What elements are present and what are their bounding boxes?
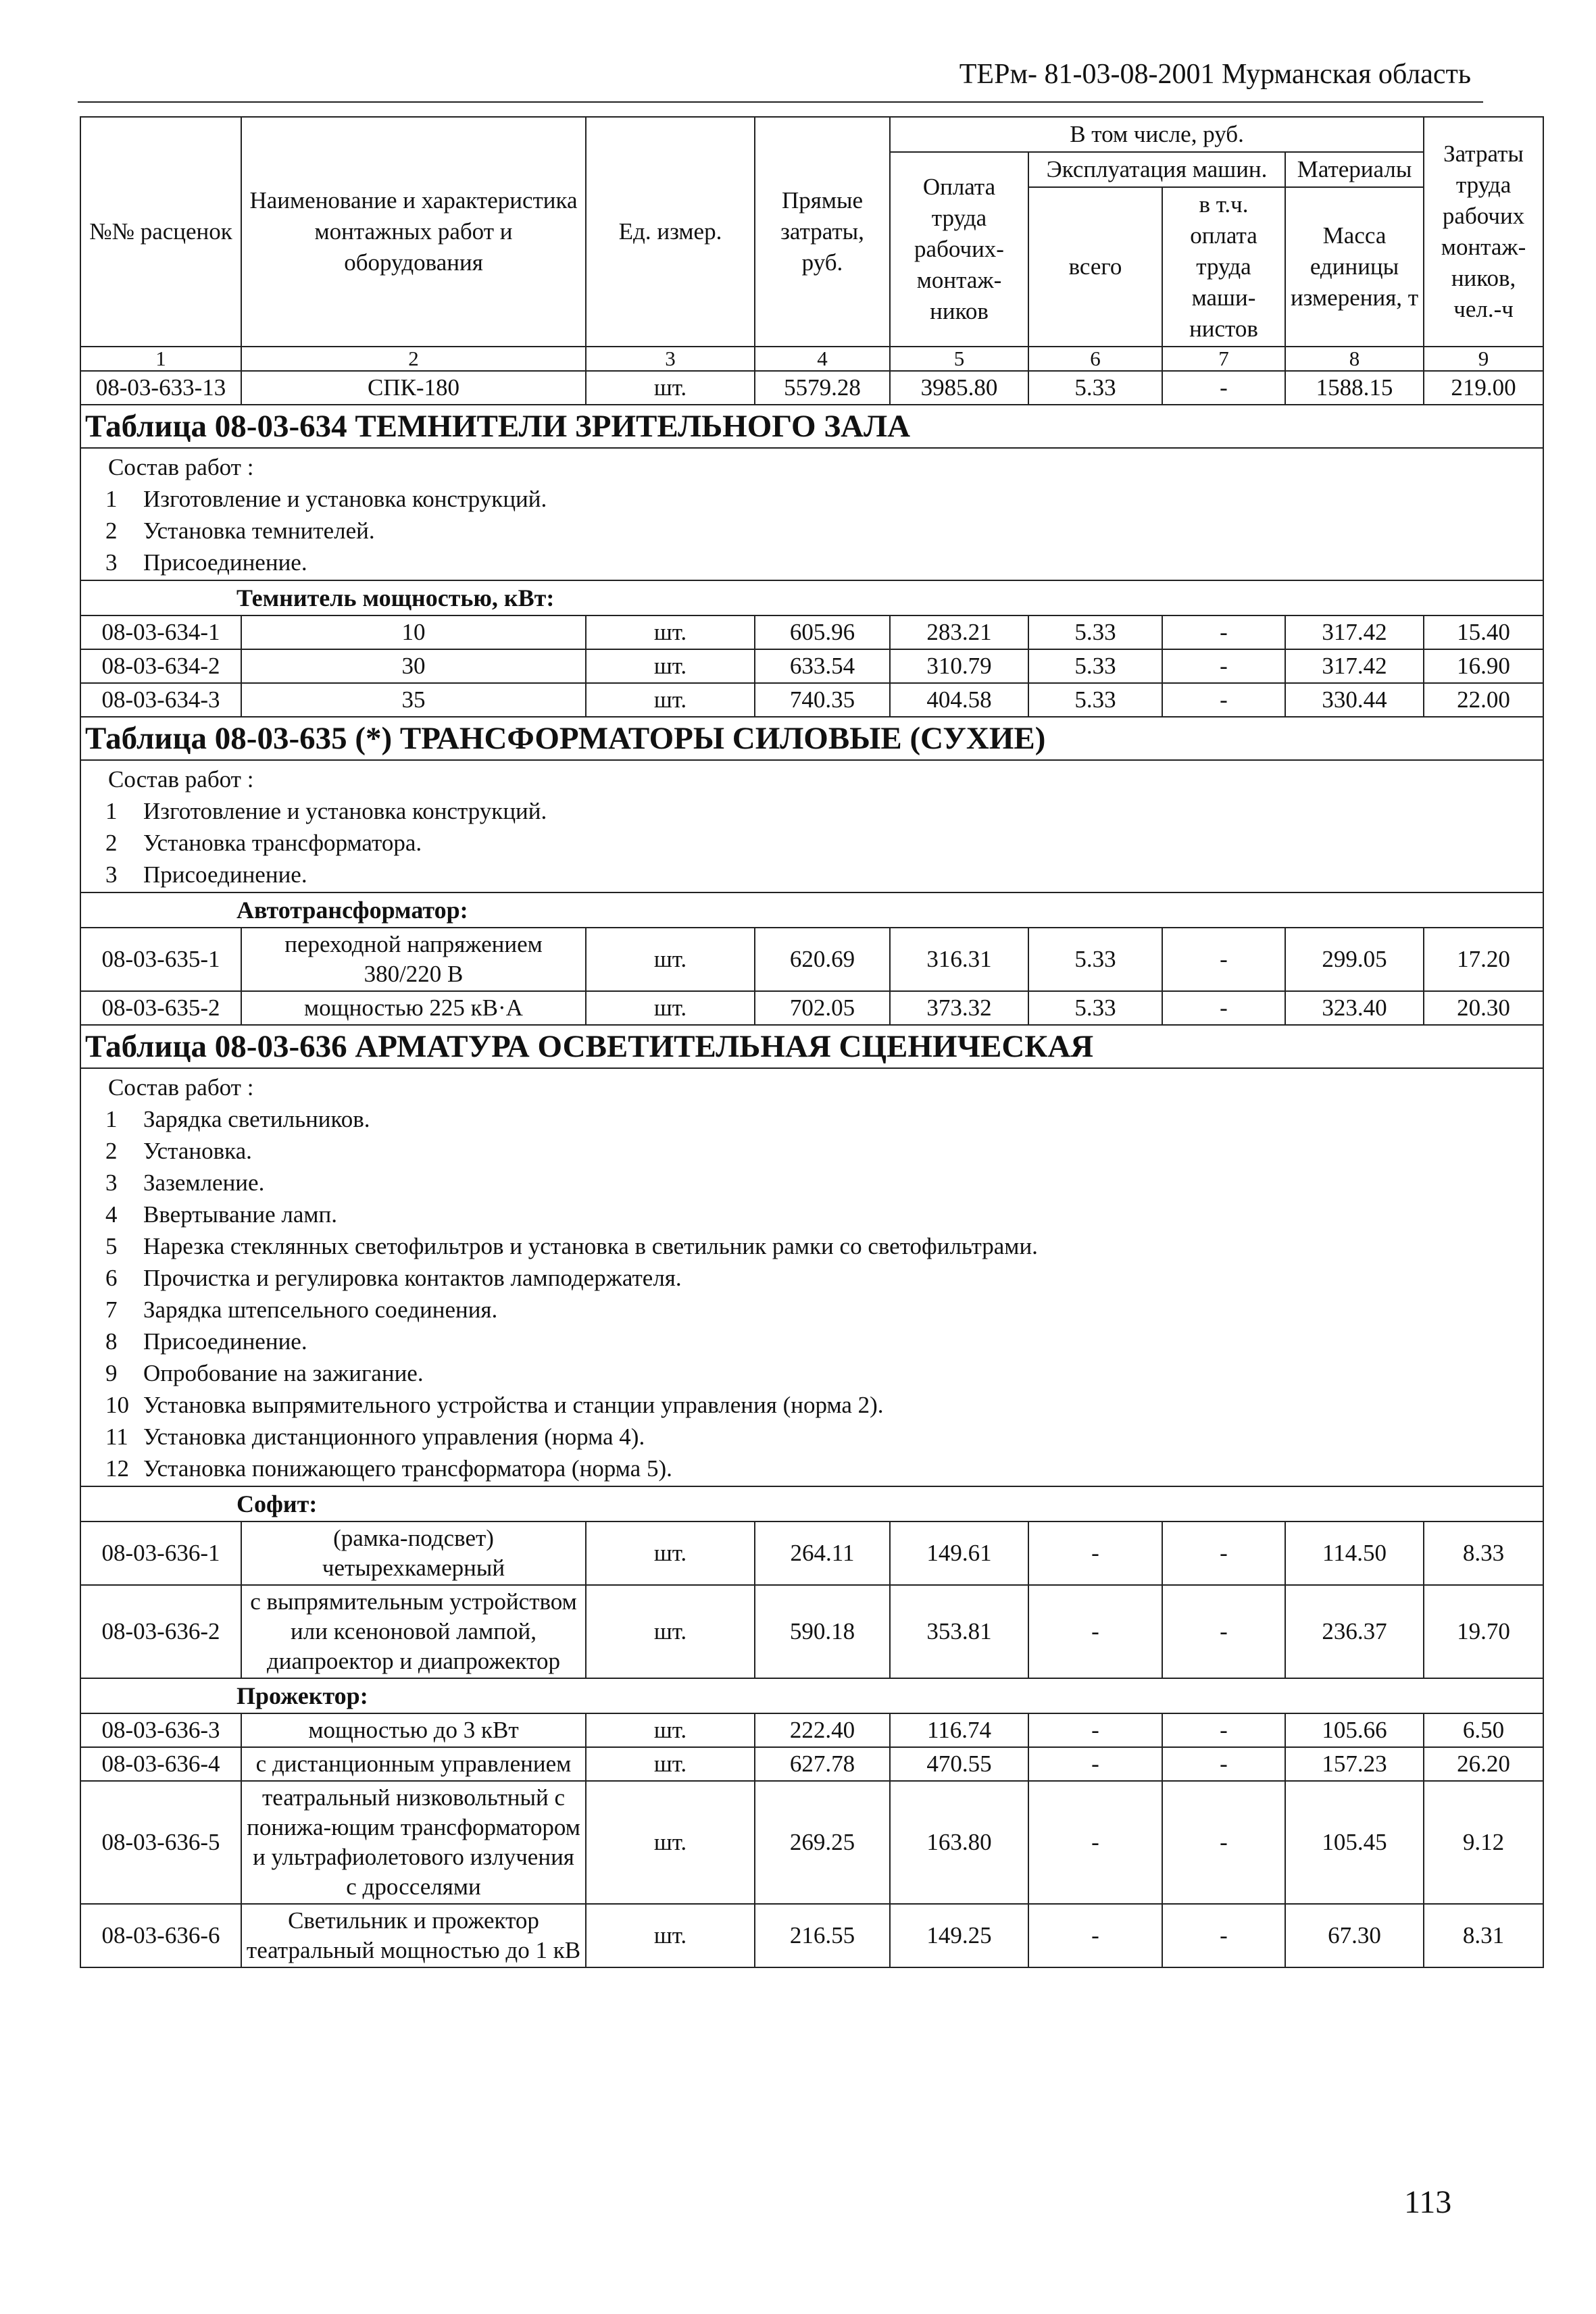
rate-code: 08-03-636-2 (80, 1585, 241, 1678)
rate-materials: 105.66 (1285, 1713, 1424, 1747)
work-item-text: Присоединение. (143, 861, 307, 888)
rate-machines-total: 5.33 (1028, 991, 1162, 1025)
rate-labor-pay: 149.61 (890, 1521, 1028, 1585)
rate-direct-cost: 222.40 (755, 1713, 890, 1747)
table-title: Таблица 08-03-634 ТЕМНИТЕЛИ ЗРИТЕЛЬНОГО ЗАЛА (80, 405, 1543, 448)
rate-labor-pay: 373.32 (890, 991, 1028, 1025)
table-title-row (80, 717, 1543, 760)
rate-labor-hours: 19.70 (1424, 1585, 1543, 1678)
header-row-1 (80, 117, 1543, 152)
work-item-number: 11 (105, 1424, 128, 1450)
rate-code: 08-03-636-5 (80, 1781, 241, 1904)
work-item (85, 1135, 1539, 1167)
work-composition (80, 760, 1543, 892)
work-item (85, 859, 1539, 890)
table-row (80, 1585, 1543, 1678)
rate-name: 30 (241, 649, 586, 683)
work-item-text: Установка. (143, 1138, 252, 1164)
rate-name: театральный низковольтный с понижа-ющим трансформатором и ультрафиолетового излучения с дросселями (241, 1781, 586, 1904)
table-row (80, 1781, 1543, 1904)
work-item-number: 5 (105, 1233, 118, 1259)
rate-unit: шт. (586, 1585, 755, 1678)
rate-machines-total: - (1028, 1747, 1162, 1781)
work-item (85, 1294, 1539, 1326)
work-composition-label: Состав работ : (108, 454, 254, 480)
work-item-number: 10 (105, 1392, 129, 1418)
work-composition-label: Состав работ : (108, 1074, 254, 1101)
work-item (85, 547, 1539, 578)
work-item (85, 1167, 1539, 1199)
work-item-text: Установка трансформатора. (143, 830, 422, 856)
col-machines-labor-header: в т.ч. оплата труда маши-нистов (1162, 187, 1285, 347)
rate-materials: 323.40 (1285, 991, 1424, 1025)
work-item (85, 1326, 1539, 1357)
work-item-number: 7 (105, 1297, 118, 1323)
rate-machines-total: - (1028, 1904, 1162, 1967)
rate-labor-pay: 316.31 (890, 928, 1028, 991)
rate-name: мощностью 225 кВ·А (241, 991, 586, 1025)
rate-unit: шт. (586, 1747, 755, 1781)
rate-direct-cost: 620.69 (755, 928, 890, 991)
rate-name: (рамка-подсвет) четырехкамерный (241, 1521, 586, 1585)
rate-unit: шт. (586, 1713, 755, 1747)
work-composition-row (80, 1068, 1543, 1486)
column-number: 7 (1162, 347, 1285, 371)
rate-unit: шт. (586, 683, 755, 717)
work-item (85, 1230, 1539, 1262)
rate-labor-hours: 26.20 (1424, 1747, 1543, 1781)
rate-materials: 330.44 (1285, 683, 1424, 717)
rate-machines-total: 5.33 (1028, 683, 1162, 717)
rate-unit: шт. (586, 1904, 755, 1967)
rate-name: 10 (241, 615, 586, 649)
rate-machines-total: - (1028, 1521, 1162, 1585)
work-item (85, 1453, 1539, 1484)
work-item-number: 2 (105, 830, 118, 856)
rate-labor-hours: 219.00 (1424, 371, 1543, 405)
rate-unit: шт. (586, 649, 755, 683)
rate-direct-cost: 264.11 (755, 1521, 890, 1585)
rate-labor-pay: 404.58 (890, 683, 1028, 717)
rate-machines-labor: - (1162, 371, 1285, 405)
rate-code: 08-03-634-1 (80, 615, 241, 649)
table-row (80, 991, 1543, 1025)
rate-labor-pay: 3985.80 (890, 371, 1028, 405)
work-composition (80, 1068, 1543, 1486)
group-header-row (80, 892, 1543, 928)
work-item-number: 2 (105, 1138, 118, 1164)
col-including-header: В том числе, руб. (890, 117, 1424, 152)
rate-name: Светильник и прожектор театральный мощностью до 1 кВ (241, 1904, 586, 1967)
price-table (80, 116, 1544, 1968)
table-row (80, 1747, 1543, 1781)
work-item (85, 827, 1539, 859)
work-item-text: Прочистка и регулировка контактов ламподержателя. (143, 1265, 682, 1291)
rate-labor-hours: 9.12 (1424, 1781, 1543, 1904)
rate-direct-cost: 216.55 (755, 1904, 890, 1967)
rate-labor-hours: 22.00 (1424, 683, 1543, 717)
col-direct-header: Прямые затраты, руб. (755, 117, 890, 347)
table-row (80, 649, 1543, 683)
group-header: Автотрансформатор: (80, 892, 1543, 928)
work-item-text: Присоединение. (143, 549, 307, 576)
col-code-header: №№ расценок (80, 117, 241, 347)
group-header: Софит: (80, 1486, 1543, 1521)
table-title: Таблица 08-03-636 АРМАТУРА ОСВЕТИТЕЛЬНАЯ СЦЕНИЧЕСКАЯ (80, 1025, 1543, 1068)
rate-direct-cost: 633.54 (755, 649, 890, 683)
work-item-number: 1 (105, 798, 118, 824)
table-row (80, 1904, 1543, 1967)
work-item (85, 1421, 1539, 1453)
rate-labor-pay: 149.25 (890, 1904, 1028, 1967)
rate-machines-labor: - (1162, 1747, 1285, 1781)
rate-unit: шт. (586, 991, 755, 1025)
rate-labor-hours: 17.20 (1424, 928, 1543, 991)
rate-direct-cost: 590.18 (755, 1585, 890, 1678)
rate-labor-hours: 16.90 (1424, 649, 1543, 683)
page-header (78, 53, 1483, 103)
group-header: Темнитель мощностью, кВт: (80, 580, 1543, 615)
rate-machines-labor: - (1162, 1781, 1285, 1904)
work-item-text: Зарядка штепсельного соединения. (143, 1297, 498, 1323)
rate-machines-total: 5.33 (1028, 615, 1162, 649)
work-item (85, 483, 1539, 515)
rate-unit: шт. (586, 1781, 755, 1904)
rate-labor-pay: 310.79 (890, 649, 1028, 683)
column-number: 9 (1424, 347, 1543, 371)
table-row (80, 683, 1543, 717)
rate-materials: 317.42 (1285, 615, 1424, 649)
work-item-text: Опробование на зажигание. (143, 1360, 424, 1386)
rate-labor-hours: 20.30 (1424, 991, 1543, 1025)
col-mass-header: Масса единицы измерения, т (1285, 187, 1424, 347)
table-row (80, 1713, 1543, 1747)
work-item-number: 9 (105, 1360, 118, 1386)
rate-code: 08-03-635-2 (80, 991, 241, 1025)
work-item-number: 3 (105, 861, 118, 888)
rate-machines-labor: - (1162, 1904, 1285, 1967)
table-row (80, 615, 1543, 649)
work-item-text: Заземление. (143, 1169, 265, 1196)
rate-machines-total: 5.33 (1028, 928, 1162, 991)
work-item-text: Изготовление и установка конструкций. (143, 798, 547, 824)
rate-machines-labor: - (1162, 991, 1285, 1025)
col-labor-header: Оплата труда рабочих-монтаж-ников (890, 152, 1028, 347)
table-row (80, 371, 1543, 405)
col-machines-header: Эксплуатация машин. (1028, 152, 1285, 187)
work-item (85, 1262, 1539, 1294)
work-item (85, 1103, 1539, 1135)
rate-machines-labor: - (1162, 1521, 1285, 1585)
rate-machines-total: - (1028, 1713, 1162, 1747)
rate-materials: 1588.15 (1285, 371, 1424, 405)
work-composition (80, 448, 1543, 580)
rate-code: 08-03-635-1 (80, 928, 241, 991)
work-composition-row (80, 448, 1543, 580)
work-item-number: 12 (105, 1455, 129, 1482)
work-item (85, 1199, 1539, 1230)
column-number: 3 (586, 347, 755, 371)
col-materials-header: Материалы (1285, 152, 1424, 187)
rate-labor-hours: 15.40 (1424, 615, 1543, 649)
rate-labor-pay: 353.81 (890, 1585, 1028, 1678)
rate-labor-pay: 116.74 (890, 1713, 1028, 1747)
col-machines-total-header: всего (1028, 187, 1162, 347)
document-title: ТЕРм- 81-03-08-2001 Мурманская область (959, 59, 1471, 90)
rate-direct-cost: 702.05 (755, 991, 890, 1025)
rate-unit: шт. (586, 615, 755, 649)
work-item-text: Установка темнителей. (143, 518, 375, 544)
rate-direct-cost: 740.35 (755, 683, 890, 717)
rate-labor-pay: 283.21 (890, 615, 1028, 649)
rate-unit: шт. (586, 1521, 755, 1585)
rate-machines-labor: - (1162, 928, 1285, 991)
col-name-header: Наименование и характеристика монтажных работ и оборудования (241, 117, 586, 347)
rate-materials: 67.30 (1285, 1904, 1424, 1967)
rate-materials: 317.42 (1285, 649, 1424, 683)
work-item-text: Нарезка стеклянных светофильтров и установка в светильник рамки со светофильтрами. (143, 1233, 1038, 1259)
col-unit-header: Ед. измер. (586, 117, 755, 347)
rate-name: мощностью до 3 кВт (241, 1713, 586, 1747)
work-item-text: Изготовление и установка конструкций. (143, 486, 547, 512)
rate-machines-total: 5.33 (1028, 649, 1162, 683)
table-row (80, 928, 1543, 991)
rate-machines-labor: - (1162, 1585, 1285, 1678)
group-header: Прожектор: (80, 1678, 1543, 1713)
rate-code: 08-03-636-4 (80, 1747, 241, 1781)
rate-code: 08-03-636-3 (80, 1713, 241, 1747)
column-number: 4 (755, 347, 890, 371)
table-row (80, 1521, 1543, 1585)
rate-materials: 114.50 (1285, 1521, 1424, 1585)
price-table-body (80, 371, 1543, 1967)
page-number: 113 (1404, 2184, 1452, 2220)
work-item-text: Установка выпрямительного устройства и станции управления (норма 2). (143, 1392, 884, 1418)
rate-machines-labor: - (1162, 615, 1285, 649)
work-item-number: 1 (105, 1106, 118, 1132)
work-item (85, 515, 1539, 547)
work-item-number: 4 (105, 1201, 118, 1228)
work-item-text: Установка дистанционного управления (норма 4). (143, 1424, 645, 1450)
rate-direct-cost: 627.78 (755, 1747, 890, 1781)
group-header-row (80, 1678, 1543, 1713)
rate-name: СПК-180 (241, 371, 586, 405)
work-item (85, 795, 1539, 827)
rate-materials: 105.45 (1285, 1781, 1424, 1904)
rate-labor-hours: 8.33 (1424, 1521, 1543, 1585)
rate-materials: 299.05 (1285, 928, 1424, 991)
rate-machines-labor: - (1162, 1713, 1285, 1747)
rate-unit: шт. (586, 928, 755, 991)
rate-code: 08-03-634-2 (80, 649, 241, 683)
work-composition-row (80, 760, 1543, 892)
rate-unit: шт. (586, 371, 755, 405)
work-item-text: Ввертывание ламп. (143, 1201, 338, 1228)
rate-labor-hours: 8.31 (1424, 1904, 1543, 1967)
work-item (85, 1389, 1539, 1421)
work-item-text: Установка понижающего трансформатора (норма 5). (143, 1455, 672, 1482)
column-number: 1 (80, 347, 241, 371)
rate-machines-total: 5.33 (1028, 371, 1162, 405)
column-number: 2 (241, 347, 586, 371)
work-item-number: 8 (105, 1328, 118, 1355)
rate-code: 08-03-633-13 (80, 371, 241, 405)
rate-labor-pay: 470.55 (890, 1747, 1028, 1781)
rate-labor-hours: 6.50 (1424, 1713, 1543, 1747)
table-title-row (80, 405, 1543, 448)
work-composition-label: Состав работ : (108, 766, 254, 793)
column-number: 8 (1285, 347, 1424, 371)
rate-machines-labor: - (1162, 649, 1285, 683)
work-item-text: Присоединение. (143, 1328, 307, 1355)
work-item-number: 6 (105, 1265, 118, 1291)
rate-code: 08-03-636-6 (80, 1904, 241, 1967)
col-labor-cost-header: Затраты труда рабочих монтаж-ников, чел.-ч (1424, 117, 1543, 347)
table-title-row (80, 1025, 1543, 1068)
rate-code: 08-03-636-1 (80, 1521, 241, 1585)
table-title: Таблица 08-03-635 (*) ТРАНСФОРМАТОРЫ СИЛОВЫЕ (СУХИЕ) (80, 717, 1543, 760)
rate-direct-cost: 605.96 (755, 615, 890, 649)
column-numbers-row (80, 347, 1543, 371)
rate-direct-cost: 5579.28 (755, 371, 890, 405)
group-header-row (80, 1486, 1543, 1521)
rate-machines-total: - (1028, 1585, 1162, 1678)
work-item-number: 2 (105, 518, 118, 544)
column-number: 5 (890, 347, 1028, 371)
rate-materials: 157.23 (1285, 1747, 1424, 1781)
rate-name: с выпрямительным устройством или ксеноновой лампой, диапроектор и диапрожектор (241, 1585, 586, 1678)
work-item-number: 1 (105, 486, 118, 512)
rate-name: переходной напряжением 380/220 В (241, 928, 586, 991)
rate-machines-labor: - (1162, 683, 1285, 717)
work-item-text: Зарядка светильников. (143, 1106, 370, 1132)
rate-labor-pay: 163.80 (890, 1781, 1028, 1904)
rate-direct-cost: 269.25 (755, 1781, 890, 1904)
rate-materials: 236.37 (1285, 1585, 1424, 1678)
rate-name: с дистанционным управлением (241, 1747, 586, 1781)
rate-code: 08-03-634-3 (80, 683, 241, 717)
column-number: 6 (1028, 347, 1162, 371)
rate-name: 35 (241, 683, 586, 717)
work-item (85, 1357, 1539, 1389)
work-item-number: 3 (105, 549, 118, 576)
rate-machines-total: - (1028, 1781, 1162, 1904)
group-header-row (80, 580, 1543, 615)
work-item-number: 3 (105, 1169, 118, 1196)
